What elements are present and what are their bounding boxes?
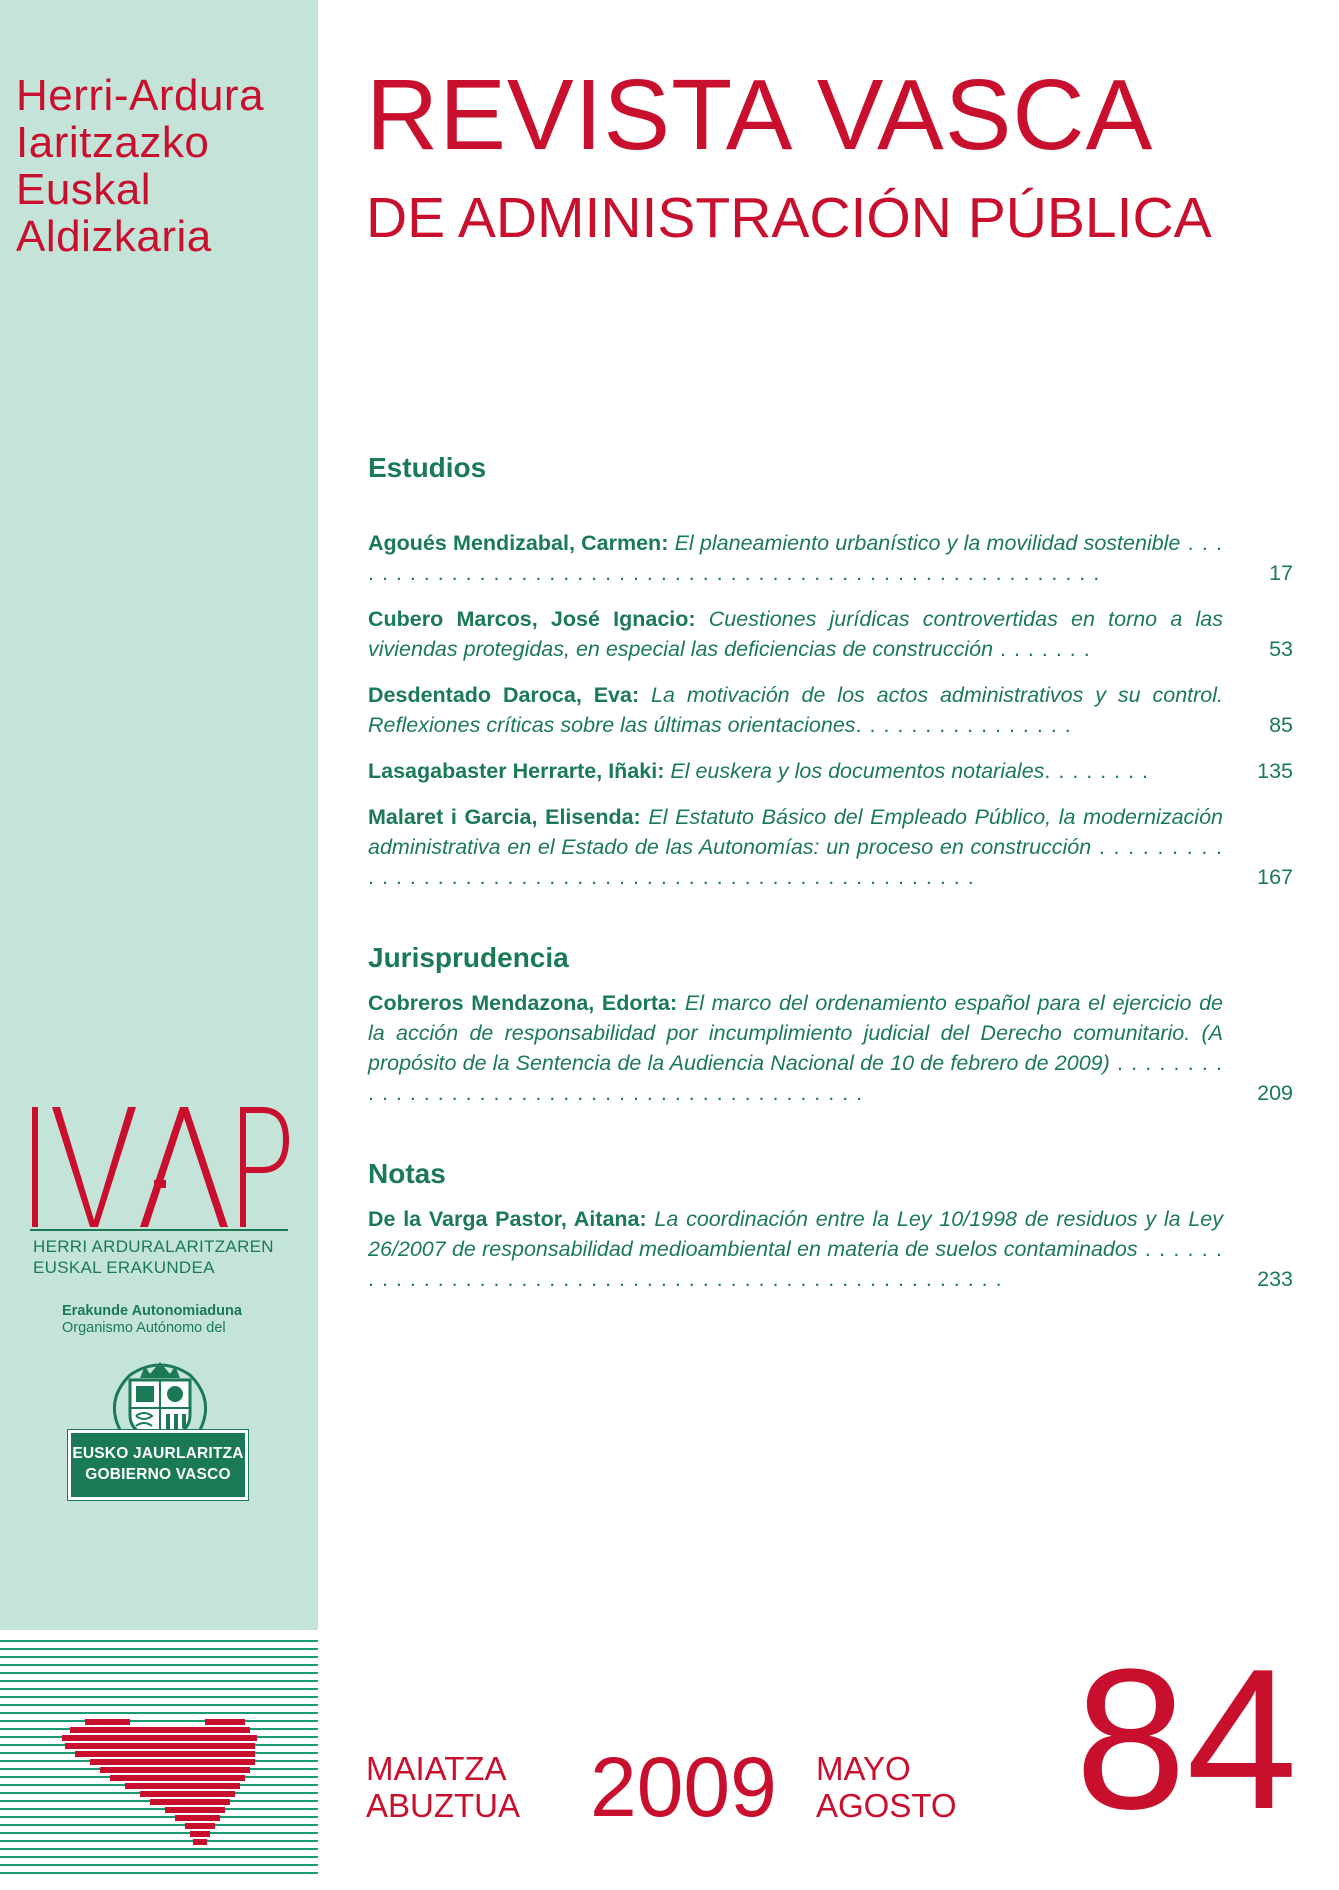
- toc-entry[interactable]: [368, 1204, 1293, 1294]
- entry-title: El Estatuto Básico del Empleado Público, la modernización administrativa en el Estado de las Autonomías: un proceso en construcción: [368, 805, 1223, 859]
- months-basque: [366, 1750, 520, 1824]
- gov-box-line: EUSKO JAURLARITZA: [72, 1445, 244, 1462]
- entry-author: Lasagabaster Herrarte, Iñaki:: [368, 759, 665, 783]
- toc-entry[interactable]: [368, 802, 1293, 892]
- issue-year: 2009: [590, 1740, 777, 1834]
- leader-dots: . . . . . . .: [993, 637, 1091, 661]
- month-eu: MAIATZA: [366, 1750, 507, 1787]
- leader-dots: . . . . . . . . . . . . . . . . . . . . . . . . . . . . . . . . . . . . . . . . . . . . . . . . . . . .: [368, 1237, 1223, 1291]
- entry-author: Agoués Mendizabal, Carmen:: [368, 531, 669, 555]
- entry-title: La motivación de los actos administrativos y su control. Reflexiones críticas sobre las últimas orientaciones: [368, 683, 1223, 737]
- coat-of-arms-icon: [100, 1360, 220, 1440]
- basque-title-line: Herri-Ardura: [16, 71, 265, 120]
- entry-page-number: 233: [1257, 1267, 1293, 1291]
- entry-title: El marco del ordenamiento español para el ejercicio de la acción de responsabilidad por incumplimiento judicial del Derecho comunitario. (A propósito de la Sentencia de la Audiencia Nacional de 10 de febrero de 2009): [368, 991, 1223, 1075]
- entry-title: El planeamiento urbanístico y la movilidad sostenible: [674, 531, 1181, 555]
- leader-dots: . . . . . . . . . . . . . . . . . . . . . . . . . . . . . . . . . . . . . . . . . . . .: [368, 1051, 1223, 1105]
- toc-entry[interactable]: [368, 756, 1293, 786]
- issue-number: 84: [1075, 1628, 1298, 1851]
- section-heading-jurisprudencia: Jurisprudencia: [368, 942, 569, 973]
- entry-author: Cubero Marcos, José Ignacio:: [368, 607, 696, 631]
- entry-author: Desdentado Daroca, Eva:: [368, 683, 640, 707]
- leader-dots: . . . . . . . .: [1044, 759, 1150, 783]
- journal-subtitle: DE ADMINISTRACIÓN PÚBLICA: [366, 186, 1212, 250]
- toc-entry[interactable]: [368, 680, 1293, 740]
- toc-entry[interactable]: [368, 604, 1293, 664]
- stripes-map-graphic: [0, 1640, 318, 1890]
- ivap-caption-line: HERRI ARDURALARITZAREN: [33, 1237, 274, 1256]
- ivap-caption-line: EUSKAL ERAKUNDEA: [33, 1258, 215, 1277]
- basque-title-line: Iaritzazko: [16, 118, 210, 167]
- org-caption: [62, 1303, 242, 1337]
- journal-title: REVISTA VASCA: [366, 59, 1154, 171]
- journal-basque-title: [16, 72, 264, 260]
- months-spanish: [816, 1750, 957, 1824]
- entry-page-number: 135: [1257, 759, 1293, 783]
- leader-dots: . . . . . . . . . . . . . . . .: [855, 713, 1072, 737]
- sidebar: [0, 0, 318, 1630]
- toc-entry[interactable]: [368, 528, 1293, 588]
- ivap-caption: [33, 1236, 274, 1278]
- entry-page-number: 53: [1269, 637, 1293, 661]
- entry-page-number: 17: [1269, 561, 1293, 585]
- entry-title: El euskera y los documentos notariales: [670, 759, 1045, 783]
- toc-entry[interactable]: [368, 988, 1293, 1108]
- basque-title-line: Aldizkaria: [16, 212, 212, 261]
- entry-page-number: 85: [1269, 713, 1293, 737]
- entry-author: Malaret i Garcia, Elisenda:: [368, 805, 641, 829]
- entry-page-number: 209: [1257, 1081, 1293, 1105]
- entry-title: La coordinación entre la Ley 10/1998 de residuos y la Ley 26/2007 de responsabilidad medioambiental en materia de suelos contaminados: [368, 1207, 1223, 1261]
- basque-title-line: Euskal: [16, 165, 152, 214]
- section-heading-estudios: Estudios: [368, 452, 487, 483]
- section-heading-notas: Notas: [368, 1158, 446, 1189]
- entry-title: Cuestiones jurídicas controvertidas en torno a las viviendas protegidas, en especial las deficiencias de construcción: [368, 607, 1223, 661]
- entry-page-number: 167: [1257, 865, 1293, 889]
- month-eu: ABUZTUA: [366, 1787, 521, 1824]
- entry-author: De la Varga Pastor, Aitana:: [368, 1207, 647, 1231]
- gov-box-line: GOBIERNO VASCO: [85, 1466, 231, 1483]
- month-es: AGOSTO: [816, 1787, 957, 1824]
- entry-author: Cobreros Mendazona, Edorta:: [368, 991, 678, 1015]
- month-es: MAYO: [816, 1750, 911, 1787]
- gobierno-vasco-logo: [68, 1430, 248, 1500]
- org-caption-eu: Erakunde Autonomiaduna: [62, 1303, 242, 1319]
- org-caption-es: Organismo Autónomo del: [62, 1320, 226, 1336]
- leader-dots: . . . . . . . . . . . . . . . . . . . . . . . . . . . . . . . . . . . . . . . . . . . . . . . . . . . . . . . .: [368, 531, 1224, 585]
- leader-dots: . . . . . . . . . . . . . . . . . . . . . . . . . . . . . . . . . . . . . . . . . . . . . . . . . . . . .: [368, 835, 1223, 889]
- ivap-logo-icon: [30, 1102, 290, 1232]
- table-of-contents: [368, 450, 1293, 1294]
